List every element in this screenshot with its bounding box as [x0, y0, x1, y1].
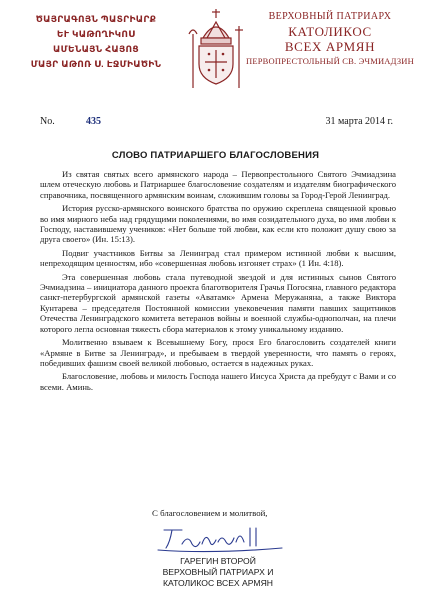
armenian-line: ՄԱՅՐ ԱԹՈՌ Ս. ԷՋՄԻԱԾԻՆ — [30, 59, 162, 69]
document-date: 31 марта 2014 г. — [325, 116, 393, 127]
letter-body — [40, 169, 396, 395]
armenian-letterhead — [16, 12, 176, 72]
armenian-line: ԱՄԵՆԱՅՆ ՀԱՅՈՑ — [53, 44, 139, 54]
body-paragraph: Благословение, любовь и милость Господа нашего Иисуса Христа да пребудут с Вами и со всеми. Аминь. — [40, 371, 396, 392]
body-paragraph: Из святая святых всего армянского народа – Первопрестольного Святого Эчмиадзина шлем отеческую любовь и Патриаршее благословение создателям и издателям биографического справочника, посвященного армянским воинам, сложившим головы за Город-Герой Ленинград. — [40, 169, 396, 200]
russian-line: ПЕРВОПРЕСТОЛЬНЫЙ СВ. ЭЧМИАДЗИН — [246, 56, 414, 66]
body-paragraph: Подвиг участников Битвы за Ленинград стал примером истинной любви к высшим, непреходящим ценностям, ибо «совершенная любовь изгоняет страх» (1 Ин. 4:18). — [40, 247, 396, 269]
number-label: No. — [40, 116, 55, 127]
document-number: 435 — [86, 116, 101, 127]
document-meta — [0, 116, 431, 132]
signer-line: ГАРЕГИН ВТОРОЙ — [180, 556, 256, 566]
patriarchal-crest-icon — [185, 8, 247, 90]
body-paragraph: Эта совершенная любовь стала путеводной звездой и для истинных сынов Святого Эчмиадзина – инициатора данного проекта благотворителя Грачья Погосяна, главного редактора санкт-петербургской армянской газеты «Аватамк» Армена Меружаняна, а также Виктора Кунтарева – председателя Постоянной комиссии увековечения памяти павших защитников Отечества Ленинградского комитета ветеранов войны и военной службы-однополчан, на плечи которого легла основная тяжесть сбора материалов к этому уникальному изданию. — [40, 271, 396, 334]
armenian-line: ԵՒ ԿԱԹՈՂԻԿՈՍ — [56, 29, 136, 39]
signer-line: ВЕРХОВНЫЙ ПАТРИАРХ И — [162, 567, 274, 577]
russian-letterhead — [241, 10, 419, 69]
russian-line: КАТОЛИКОС — [288, 24, 372, 39]
letterhead — [0, 8, 431, 112]
document-title: СЛОВО ПАТРИАРШЕГО БЛАГОСЛОВЕНИЯ — [111, 150, 320, 161]
signer-line: КАТОЛИКОС ВСЕХ АРМЯН — [163, 578, 273, 588]
handwritten-signature — [152, 524, 302, 554]
russian-line: ВСЕХ АРМЯН — [284, 39, 376, 54]
signer-block — [153, 556, 283, 589]
closing-line: С благословением и молитвой, — [152, 508, 268, 518]
armenian-line: ԾԱՅՐԱԳՈՅՆ ՊԱՏՐԻԱՐՔ — [35, 14, 157, 24]
russian-line: ВЕРХОВНЫЙ ПАТРИАРХ — [268, 11, 392, 22]
body-paragraph: Молитвенно взываем к Всевышнему Богу, прося Его благословить создателей книги «Армяне в Битве за Ленинград», и пребываем в твердой уверенности, что память о героях, победивших фашизм своей великой любовью, остается в надежных руках. — [40, 337, 396, 368]
body-paragraph: История русско-армянского воинского братства по оружию скреплена священной кровью во имя мирного неба над грядущими поколениями, во имя созидательного духа, во имя любви к Господу, наставившему учеников: «Нет больше той любви, как если кто положит душу свою за друга своего» (Ин. 15:13). — [40, 203, 396, 245]
